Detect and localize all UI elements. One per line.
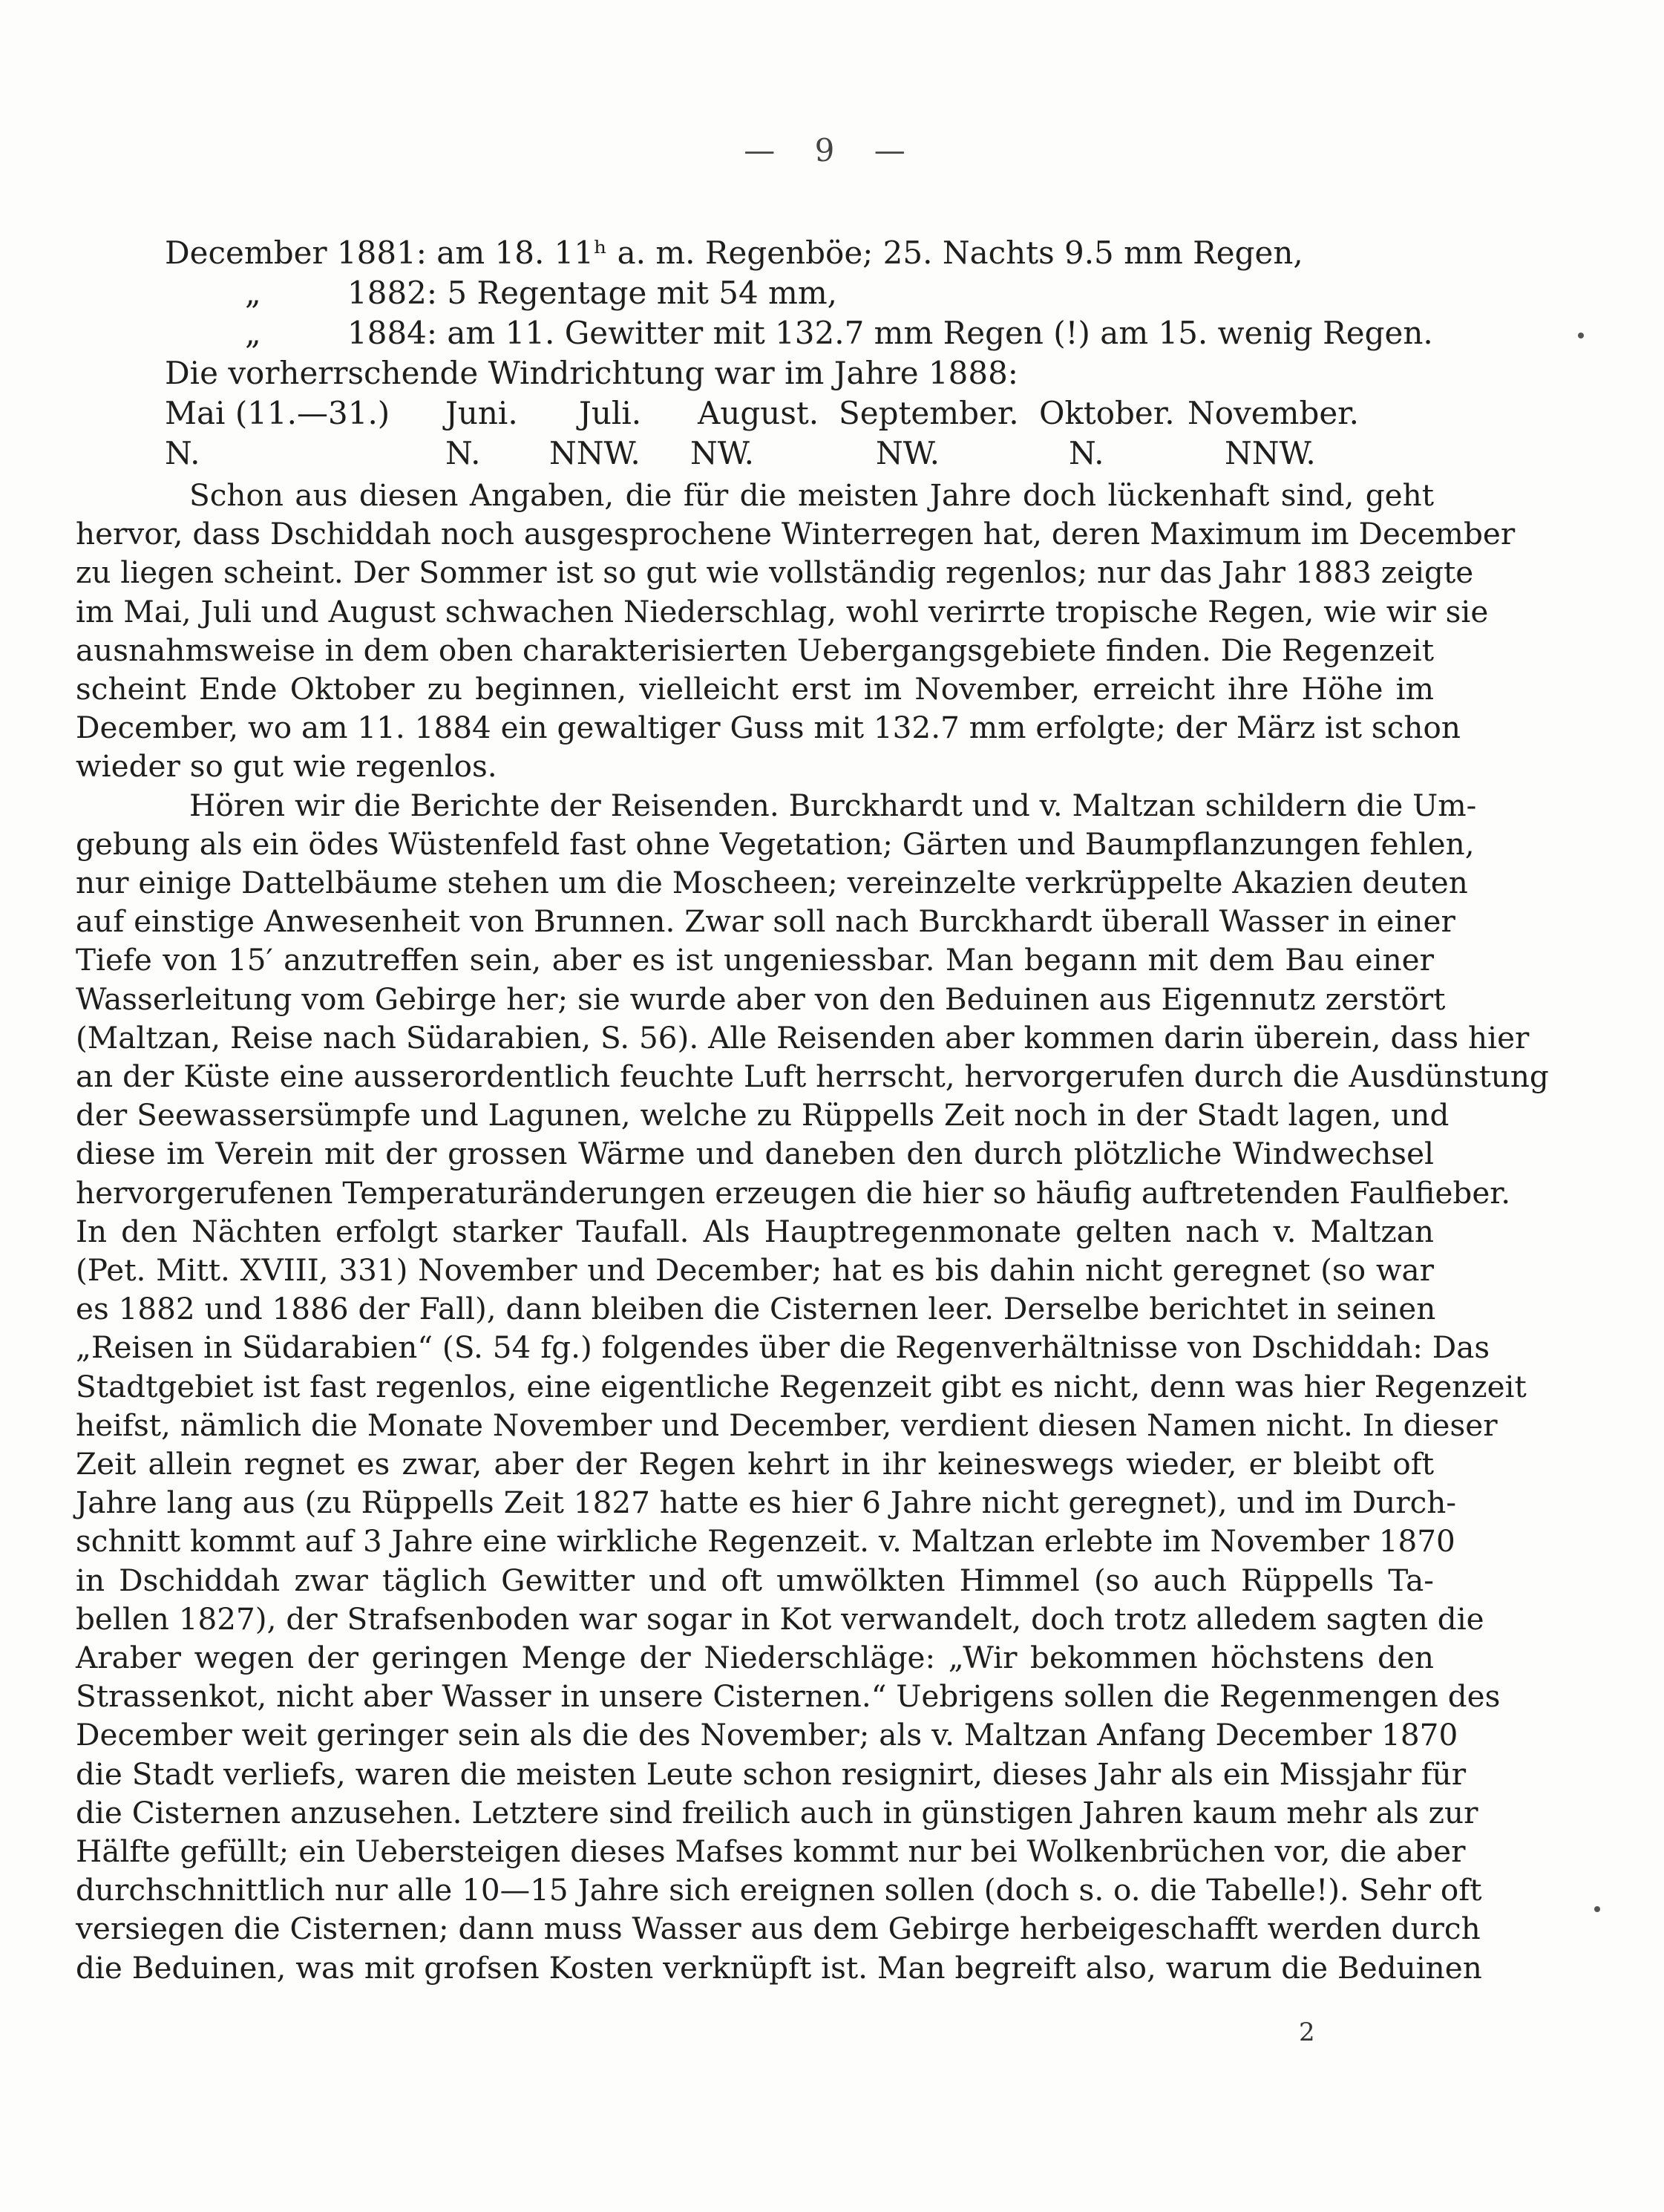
text-line: gebung als ein ödes Wüstenfeld fast ohne Vegetation; Gärten und Baumpflanzungen fehlen,	[76, 825, 1475, 862]
text-line: Schon aus diesen Angaben, die für die meisten Jahre doch lückenhaft sind, geht	[189, 477, 1434, 513]
text-line: Hälfte gefüllt; ein Uebersteigen dieses Mafses kommt nur bei Wolkenbrüchen vor, die aber	[76, 1833, 1466, 1869]
ditto-mark: „	[245, 315, 261, 351]
text-line: hervor, dass Dschiddah noch ausgesprochene Winterregen hat, deren Maximum im December	[76, 516, 1516, 552]
text-line: die Beduinen, was mit grofsen Kosten verknüpft ist. Man begreift also, warum die Beduinen	[76, 1949, 1482, 1986]
wind-direction: NW.	[690, 435, 754, 471]
text-line: „Reisen in Südarabien“ (S. 54 fg.) folgendes über die Regenverhältnisse von Dschiddah: Das	[76, 1329, 1490, 1366]
text-line: es 1882 und 1886 der Fall), dann bleiben die Cisternen leer. Derselbe berichtet in seinen	[76, 1291, 1436, 1327]
text-line: Tiefe von 15′ anzutreffen sein, aber es ist ungeniessbar. Man begann mit dem Bau einer	[76, 942, 1434, 978]
text-line: an der Küste eine ausserordentlich feuchte Luft herrscht, hervorgerufen durch die Ausdünstung	[76, 1058, 1549, 1094]
wind-direction: N.	[1069, 435, 1104, 471]
text-line: December weit geringer sein als die des November; als v. Maltzan Anfang December 1870	[76, 1717, 1458, 1753]
text-line: Strassenkot, nicht aber Wasser in unsere Cisternen.“ Uebrigens sollen die Regenmengen des	[76, 1678, 1501, 1715]
text-line: Zeit allein regnet es zwar, aber der Regen kehrt in ihr keineswegs wieder, er bleibt oft	[76, 1446, 1434, 1482]
text-line: auf einstige Anwesenheit von Brunnen. Zwar soll nach Burckhardt überall Wasser in einer	[76, 903, 1455, 940]
page-number: — 9 —	[744, 132, 920, 168]
signature-mark: 2	[1299, 2018, 1315, 2047]
text-line: durchschnittlich nur alle 10—15 Jahre sich ereignen sollen (doch s. o. die Tabelle!). Sehr oft	[76, 1872, 1482, 1908]
wind-direction: NNW.	[549, 435, 641, 471]
speck-mark	[1578, 333, 1584, 338]
wind-month: Juni.	[445, 395, 518, 431]
text-line: (Pet. Mitt. XVIII, 331) November und December; hat es bis dahin nicht geregnet (so war	[76, 1252, 1434, 1288]
text-line: Araber wegen der geringen Menge der Niederschläge: „Wir bekommen höchstens den	[76, 1640, 1434, 1675]
text-line: bellen 1827), der Strafsenboden war sogar in Kot verwandelt, doch trotz alledem sagten die	[76, 1600, 1484, 1637]
wind-month: November.	[1188, 395, 1359, 431]
text-line: December, wo am 11. 1884 ein gewaltiger Guss mit 132.7 mm erfolgte; der März ist schon	[76, 710, 1461, 746]
text-line: versiegen die Cisternen; dann muss Wasser aus dem Gebirge herbeigeschafft werden durch	[76, 1911, 1481, 1947]
wind-direction: N.	[445, 435, 481, 471]
header-line-1884: 1884: am 11. Gewitter mit 132.7 mm Regen (!) am 15. wenig Regen.	[347, 315, 1433, 351]
text-line: die Cisternen anzusehen. Letztere sind freilich auch in günstigen Jahren kaum mehr als zur	[76, 1794, 1478, 1830]
text-line: in Dschiddah zwar täglich Gewitter und oft umwölkten Himmel (so auch Rüppells Ta-	[76, 1562, 1434, 1598]
header-line-1881: December 1881: am 18. 11ʰ a. m. Regenböe; 25. Nachts 9.5 mm Regen,	[165, 235, 1303, 271]
text-line: im Mai, Juli und August schwachen Niederschlag, wohl verirrte tropische Regen, wie wir sie	[76, 593, 1489, 629]
text-line: heifst, nämlich die Monate November und December, verdient diesen Namen nicht. In dieser	[76, 1407, 1498, 1443]
speck-mark	[1594, 1906, 1600, 1912]
text-line: zu liegen scheint. Der Sommer ist so gut wie vollständig regenlos; nur das Jahr 1883 zeigte	[76, 554, 1474, 591]
wind-direction: NNW.	[1225, 435, 1316, 471]
wind-direction: NW.	[876, 435, 940, 471]
text-line: ausnahmsweise in dem oben charakterisierten Uebergangsgebiete finden. Die Regenzeit	[76, 632, 1434, 668]
text-line: In den Nächten erfolgt starker Taufall. Als Hauptregenmonate gelten nach v. Maltzan	[76, 1213, 1434, 1249]
text-line: diese im Verein mit der grossen Wärme und daneben den durch plötzliche Windwechsel	[76, 1136, 1434, 1172]
text-line: (Maltzan, Reise nach Südarabien, S. 56). Alle Reisenden aber kommen darin überein, dass hier	[76, 1019, 1530, 1056]
wind-month: September.	[839, 395, 1019, 431]
wind-month: Oktober.	[1039, 395, 1175, 431]
wind-month: Mai (11.—31.)	[165, 395, 390, 431]
text-line: hervorgerufenen Temperaturänderungen erzeugen die hier so häufig auftretenden Faulfieber.	[76, 1174, 1511, 1211]
header-line-1882: 1882: 5 Regentage mit 54 mm,	[347, 275, 838, 311]
text-line: Stadtgebiet ist fast regenlos, eine eigentliche Regenzeit gibt es nicht, denn was hier Regenzeit	[76, 1368, 1527, 1404]
ditto-mark: „	[245, 275, 261, 311]
text-line: Wasserleitung vom Gebirge her; sie wurde aber von den Beduinen aus Eigennutz zerstört	[76, 981, 1446, 1017]
wind-month: Juli.	[579, 395, 642, 431]
text-line: scheint Ende Oktober zu beginnen, vielleicht erst im November, erreicht ihre Höhe im	[76, 671, 1434, 707]
text-line: nur einige Dattelbäume stehen um die Moscheen; vereinzelte verkrüppelte Akazien deuten	[76, 865, 1468, 900]
wind-month: August.	[698, 395, 819, 431]
text-line: Hören wir die Berichte der Reisenden. Burckhardt und v. Maltzan schildern die Um-	[189, 787, 1477, 823]
text-line: schnitt kommt auf 3 Jahre eine wirkliche Regenzeit. v. Maltzan erlebte im November 1870	[76, 1523, 1455, 1560]
text-line: die Stadt verliefs, waren die meisten Leute schon resignirt, dieses Jahr als ein Missjahr für	[76, 1755, 1467, 1792]
text-line: wieder so gut wie regenlos.	[76, 748, 497, 785]
header-line-wind-intro: Die vorherrschende Windrichtung war im Jahre 1888:	[165, 355, 1018, 391]
text-line: der Seewassersümpfe und Lagunen, welche zu Rüppells Zeit noch in der Stadt lagen, und	[76, 1097, 1450, 1133]
text-line: Jahre lang aus (zu Rüppells Zeit 1827 hatte es hier 6 Jahre nicht geregnet), und im Durch-	[76, 1485, 1457, 1521]
wind-direction: N.	[165, 435, 200, 471]
